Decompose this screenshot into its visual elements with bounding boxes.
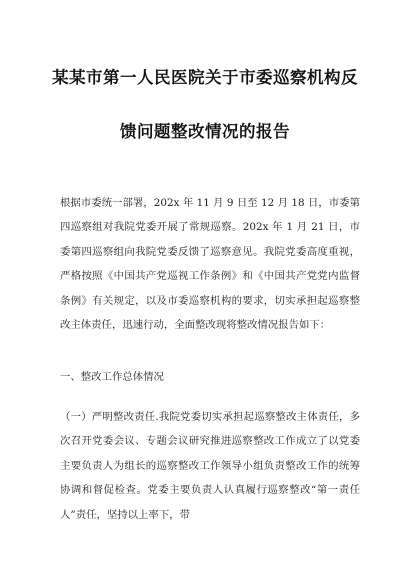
document-title-line-1: 某某市第一人民医院关于市委巡察机构反 [52,68,358,87]
document-title-line-2: 馈问题整改情况的报告 [120,122,290,141]
intro-paragraph: 根据市委统一部署，202x 年 11 月 9 日至 12 月 18 日，市委第四巡察组对我院党委开展了常规巡察。202x 年 1 月 21 日，市委第四巡察组向我院党委反馈了巡察意见。我院党委高度重视，严格按照《中国共产党巡视工作条例》和《中国共产党党内监督条例》有关规定，以及市委巡察机构的要求，切实承担起巡察整改主体责任，迅速行动，全面整改现将整改情况报告如下： [60,197,360,332]
section-paragraph: （一）严明整改责任.我院党委切实承担起巡察整改主体责任，多次召开党委会议、专题会议研究推进巡察整改工作成立了以党委主要负责人为组长的巡察整改工作领导小组负责整改工作的统筹协调和督促检查。党委主要负责人认真履行巡察整改“第一责任人”责任，坚持以上率下，带 [60,411,360,521]
section-heading: 一、整改工作总体情况 [60,371,164,383]
